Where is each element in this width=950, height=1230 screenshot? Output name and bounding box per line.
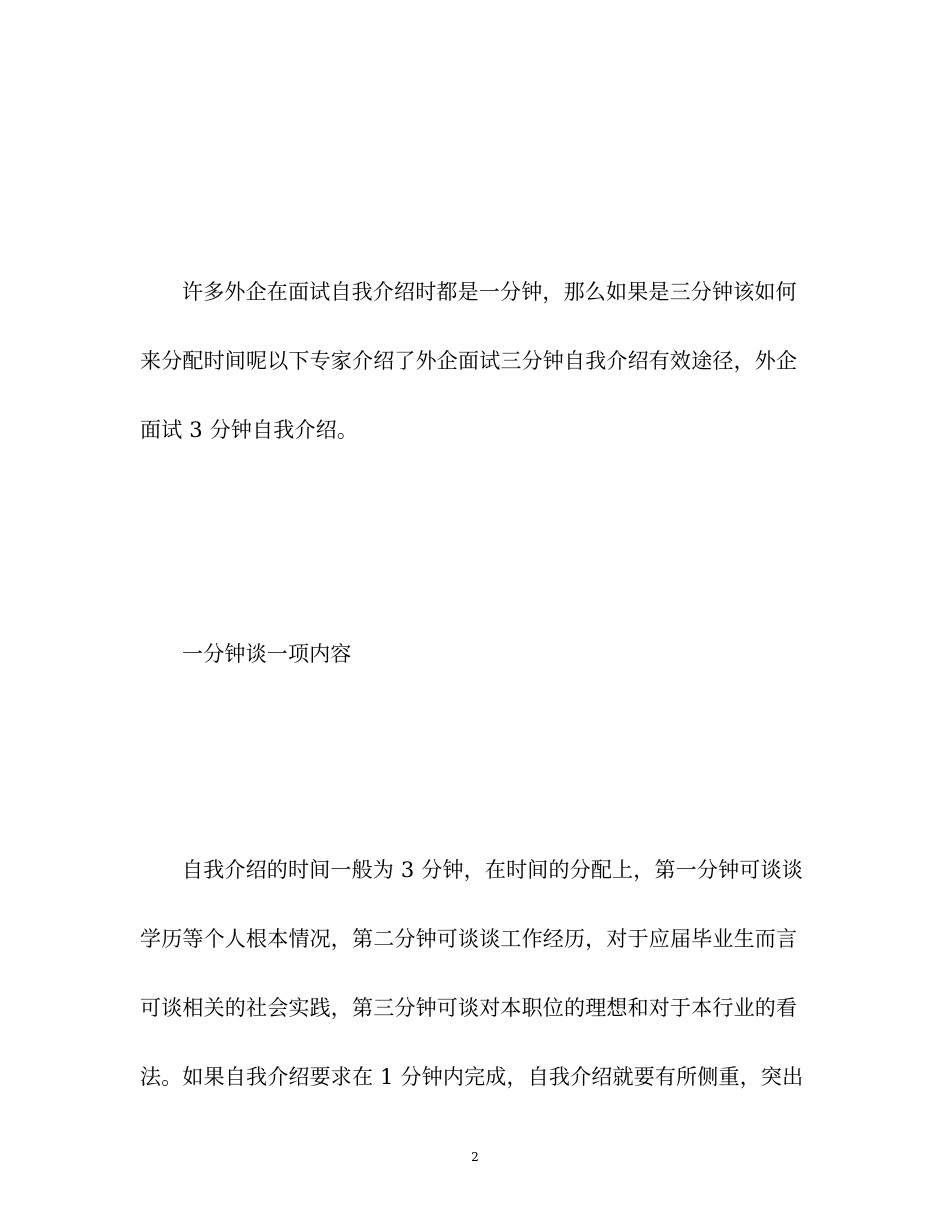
- paragraph-1-line-2: 来分配时间呢以下专家介绍了外企面试三分钟自我介绍有效途径，外企: [140, 349, 798, 373]
- paragraph-2-line-3: 可谈相关的社会实践，第三分钟可谈对本职位的理想和对于本行业的看: [140, 996, 798, 1020]
- paragraph-2-line-2: 学历等个人根本情况，第二分钟可谈谈工作经历，对于应届毕业生而言: [140, 927, 798, 951]
- paragraph-2-line-1: 自我介绍的时间一般为 3 分钟，在时间的分配上，第一分钟可谈谈: [182, 858, 803, 882]
- paragraph-2-line-4: 法。如果自我介绍要求在 1 分钟内完成，自我介绍就要有所侧重，突出: [140, 1065, 804, 1089]
- page-number: 2: [471, 1150, 479, 1164]
- paragraph-1-line-3: 面试 3 分钟自我介绍。: [140, 418, 359, 442]
- paragraph-1-line-1: 许多外企在面试自我介绍时都是一分钟，那么如果是三分钟该如何: [182, 280, 797, 304]
- section-heading: 一分钟谈一项内容: [182, 642, 352, 666]
